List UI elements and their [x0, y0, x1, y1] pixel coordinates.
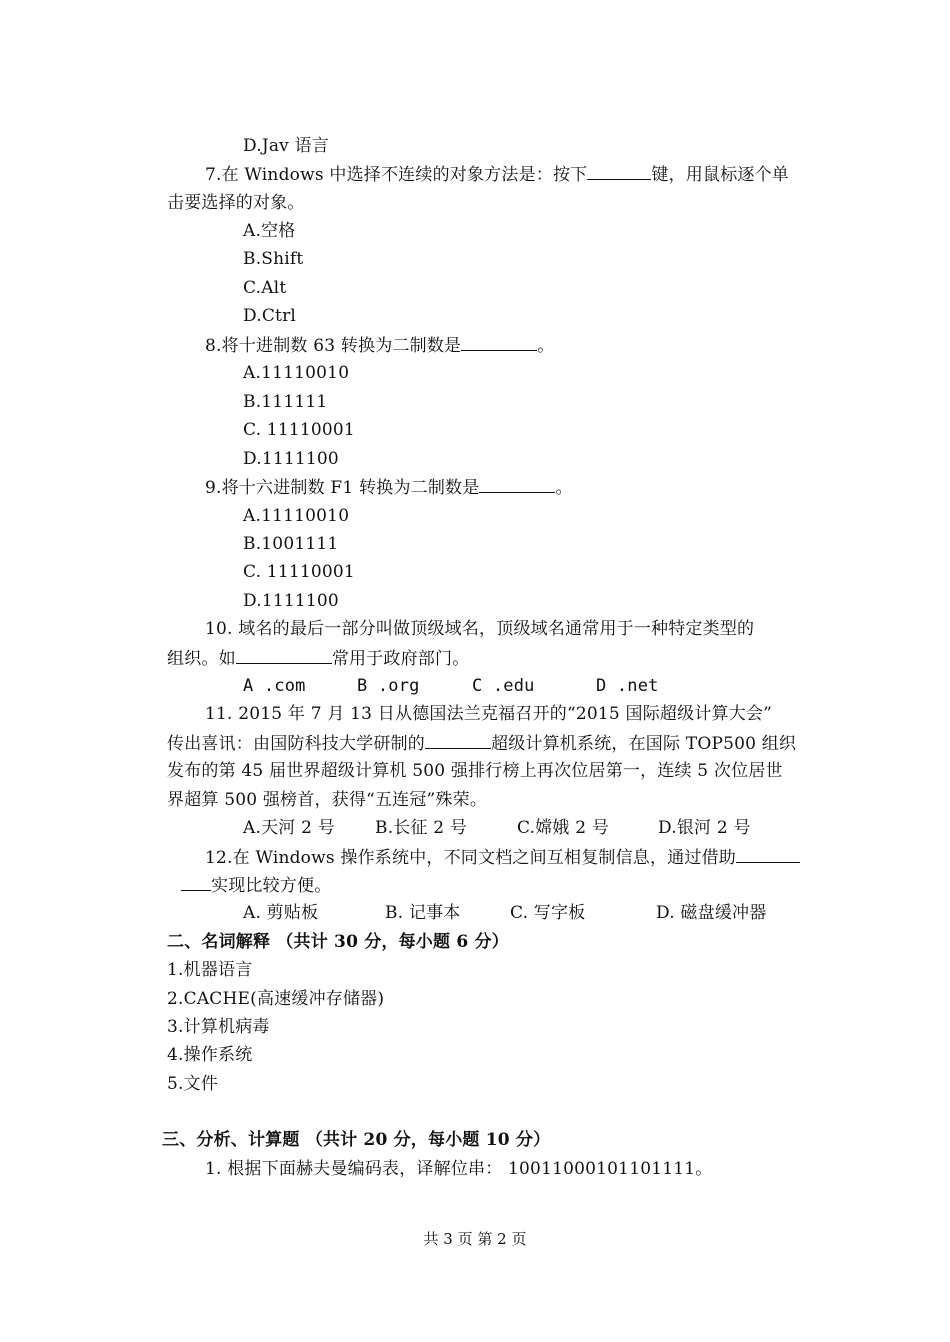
q12-line2	[181, 873, 331, 898]
q9-option-d: D.1111100	[243, 591, 339, 611]
q11-blank	[425, 731, 491, 749]
q12-option-c: C. 写字板	[510, 903, 586, 923]
q10-option-c: C .edu	[472, 676, 535, 696]
q12-options	[243, 901, 766, 925]
q10-options	[243, 674, 659, 698]
q11-line2-a: 传出喜讯：由国防科技大学研制的	[167, 734, 425, 754]
q8-stem-a: 8.将十进制数 63 转换为二制数是	[205, 336, 462, 356]
q12-blank-part1	[736, 845, 800, 863]
q11-option-c: C.嫦娥 2 号	[517, 818, 610, 838]
q8-option-b: B.111111	[243, 392, 328, 412]
q8-option-d: D.1111100	[243, 449, 339, 469]
section2-item-5: 5.文件	[167, 1074, 219, 1094]
section3-title: 三、分析、计算题 （共计 20 分，每小题 10 分）	[162, 1130, 551, 1150]
q7-stem-a: 7.在 Windows 中选择不连续的对象方法是：按下	[205, 165, 588, 185]
q8-stem	[205, 333, 554, 358]
q11-line4: 界超算 500 强榜首，获得“五连冠”殊荣。	[167, 790, 488, 810]
q10-line2	[167, 646, 469, 671]
q11-line2	[167, 731, 796, 756]
q9-stem	[205, 475, 573, 500]
q7-stem-line1	[205, 162, 789, 187]
q11-options	[243, 816, 751, 840]
section2-item-2: 2.CACHE(高速缓冲存储器)	[167, 989, 385, 1009]
section2-item-1: 1.机器语言	[167, 960, 253, 980]
q7-option-d: D.Ctrl	[243, 306, 297, 326]
q11-line1: 11. 2015 年 7 月 13 日从德国法兰克福召开的“2015 国际超级计算大会”	[205, 704, 773, 724]
q10-option-a: A .com	[243, 676, 306, 696]
q12-line1	[205, 845, 800, 870]
q9-option-a: A.11110010	[243, 506, 350, 526]
q7-option-a: A.空格	[243, 221, 296, 241]
q9-blank	[479, 475, 555, 493]
q10-option-b: B .org	[357, 676, 420, 696]
q8-blank	[461, 333, 537, 351]
q8-option-c: C. 11110001	[243, 420, 355, 440]
q10-line2-a: 组织。如	[167, 649, 236, 669]
q9-option-c: C. 11110001	[243, 562, 355, 582]
q8-stem-b: 。	[537, 336, 555, 356]
page-footer: 共 3 页 第 2 页	[423, 1230, 527, 1248]
q10-line2-b: 常用于政府部门。	[331, 649, 470, 669]
q10-blank	[236, 646, 332, 664]
section3-q1: 1. 根据下面赫夫曼编码表，译解位串： 10011000101101111。	[205, 1159, 713, 1179]
section2-title: 二、名词解释 （共计 30 分，每小题 6 分）	[167, 932, 509, 952]
q7-stem-line2: 击要选择的对象。	[167, 193, 305, 213]
q10-line1: 10. 域名的最后一部分叫做顶级域名，顶级域名通常用于一种特定类型的	[205, 619, 755, 639]
q9-stem-b: 。	[555, 478, 573, 498]
q6-option-d: D.Jav 语言	[243, 136, 329, 156]
q12-option-d: D. 磁盘缓冲器	[656, 903, 767, 923]
q11-line3: 发布的第 45 届世界超级计算机 500 强排行榜上再次位居第一，连续 5 次位居世	[167, 761, 783, 781]
section2-item-4: 4.操作系统	[167, 1045, 253, 1065]
q12-line1-text: 12.在 Windows 操作系统中，不同文档之间互相复制信息，通过借助	[205, 848, 736, 868]
q7-option-c: C.Alt	[243, 278, 287, 298]
section2-item-3: 3.计算机病毒	[167, 1017, 270, 1037]
q8-option-a: A.11110010	[243, 363, 350, 383]
q11-option-b: B.长征 2 号	[375, 818, 468, 838]
q7-stem-b: 键，用鼠标逐个单	[651, 165, 789, 185]
q7-blank	[587, 162, 651, 180]
q12-line2-text: 实现比较方便。	[211, 876, 332, 896]
q9-stem-a: 9.将十六进制数 F1 转换为二制数是	[205, 478, 480, 498]
q12-blank-part2	[181, 873, 211, 891]
q9-option-b: B.1001111	[243, 534, 339, 554]
q11-option-d: D.银河 2 号	[658, 818, 751, 838]
q11-line2-b: 超级计算机系统，在国际 TOP500 组织	[491, 734, 797, 754]
q7-option-b: B.Shift	[243, 249, 304, 269]
q12-option-a: A. 剪贴板	[243, 903, 319, 923]
q10-option-d: D .net	[596, 676, 659, 696]
q11-option-a: A.天河 2 号	[243, 818, 335, 838]
q12-option-b: B. 记事本	[385, 903, 461, 923]
